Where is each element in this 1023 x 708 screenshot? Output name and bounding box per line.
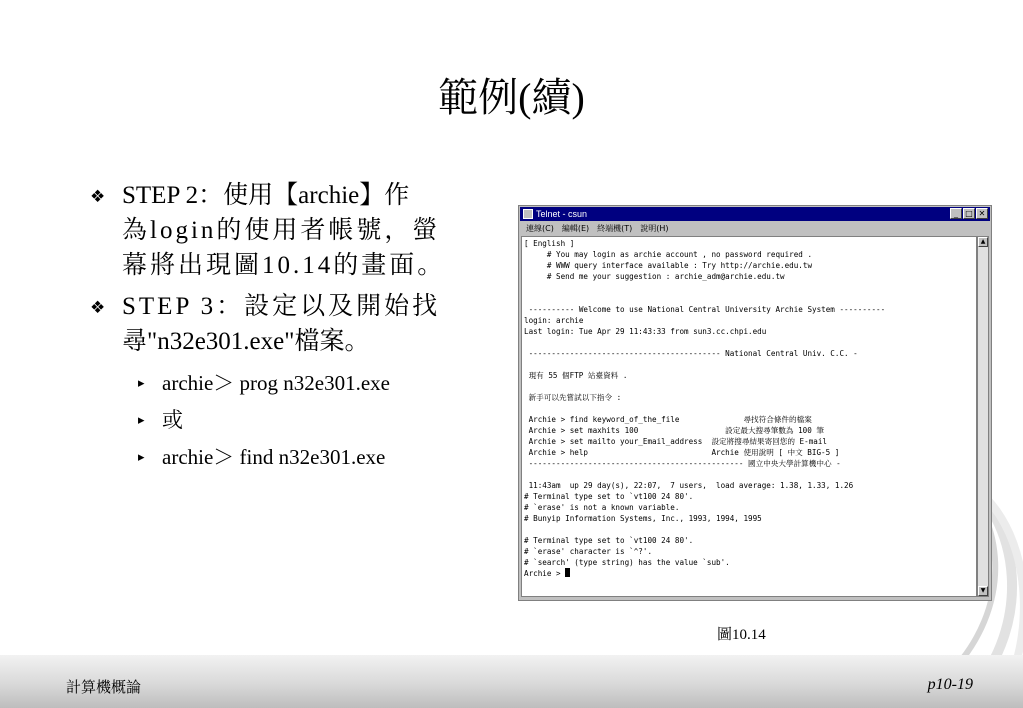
terminal-line: # Bunyip Information Systems, Inc., 1993, 1994, 1995 — [524, 514, 762, 523]
sub-bullet-text: 或 — [162, 408, 183, 432]
arrow-bullet-icon: ▸ — [138, 376, 145, 391]
sub-bullet-text: archie＞ find n32e301.exe — [162, 445, 386, 469]
bullet-step-3 — [88, 289, 498, 359]
terminal-line: Archie > — [524, 568, 974, 579]
terminal-line: ----------------------------------------------- 國立中央大學計算機中心 - — [524, 459, 841, 468]
terminal-line: # `search' (type string) has the value `sub'. — [524, 558, 730, 567]
terminal-line: Archie > set maxhits 100 設定最大搜尋筆數為 100 筆 — [524, 426, 824, 435]
terminal-line: # Terminal type set to `vt100 24 80'. — [524, 492, 694, 501]
menu-help[interactable]: 說明(H) — [640, 224, 669, 233]
bullet-step-2 — [88, 178, 498, 283]
close-button[interactable]: ✕ — [976, 208, 988, 219]
terminal-line: ---------- Welcome to use National Central University Archie System ---------- — [524, 305, 886, 314]
vertical-scrollbar[interactable] — [977, 236, 989, 597]
terminal-line: Archie > set mailto your_Email_address 設定將搜尋結果寄回您的 E-mail — [524, 437, 827, 446]
arrow-bullet-icon: ▸ — [138, 413, 145, 428]
bullet-list — [88, 178, 498, 476]
terminal-line: Archie > help Archie 使用說明 [ 中文 BIG-5 ] — [524, 448, 840, 457]
sub-bullet-or — [88, 402, 498, 439]
menu-terminal[interactable]: 終端機(T) — [597, 224, 633, 233]
footer-course-name: 計算機概論 — [66, 680, 142, 696]
sub-bullet-text: archie＞ prog n32e301.exe — [162, 371, 390, 395]
window-titlebar[interactable] — [520, 207, 990, 221]
footer-band — [0, 655, 1023, 708]
menu-edit[interactable]: 編輯(E) — [561, 224, 590, 233]
arrow-bullet-icon: ▸ — [138, 450, 145, 465]
telnet-window — [518, 205, 992, 601]
menu-connect[interactable]: 連線(C) — [526, 224, 554, 233]
terminal-line — [524, 469, 974, 480]
terminal-line: # You may login as archie account , no password required . — [524, 250, 813, 259]
terminal-line — [524, 282, 974, 293]
scroll-down-arrow-icon[interactable]: ▼ — [978, 586, 988, 596]
terminal-line: # Terminal type set to `vt100 24 80'. — [524, 536, 694, 545]
terminal-line: # `erase' is not a known variable. — [524, 503, 680, 512]
sub-bullet-find — [88, 439, 498, 476]
terminal-line: 新手可以先嘗試以下指令 : — [524, 393, 622, 402]
terminal-line: [ English ] — [524, 239, 575, 248]
terminal-line — [524, 524, 974, 535]
terminal-line — [524, 381, 974, 392]
bullet-line: STEP 2：使用【archie】作 — [122, 182, 410, 209]
maximize-button[interactable]: □ — [963, 208, 975, 219]
bullet-line: 幕將出現圖10.14的畫面。 — [122, 252, 446, 279]
terminal-line: login: archie — [524, 316, 584, 325]
terminal-output[interactable] — [521, 236, 977, 597]
terminal-cursor — [565, 568, 570, 577]
menu-bar — [520, 222, 990, 235]
diamond-bullet-icon: ❖ — [90, 187, 106, 207]
bullet-line: STEP 3：設定以及開始找 — [122, 293, 441, 320]
terminal-line: Archie > find keyword_of_the_file 尋找符合條件的檔案 — [524, 415, 812, 424]
sub-bullet-prog — [88, 365, 498, 402]
terminal-line — [524, 403, 974, 414]
bullet-line: 尋"n32e301.exe"檔案。 — [122, 328, 370, 355]
minimize-button[interactable]: _ — [950, 208, 962, 219]
window-title: Telnet - csun — [536, 209, 588, 219]
terminal-line: Last login: Tue Apr 29 11:43:33 from sun3.cc.chpi.edu — [524, 327, 767, 336]
terminal-line — [524, 359, 974, 370]
diamond-bullet-icon: ❖ — [90, 298, 106, 318]
terminal-line — [524, 293, 974, 304]
terminal-line: # Send me your suggestion : archie_adm@archie.edu.tw — [524, 272, 785, 281]
terminal-line: 11:43am up 29 day(s), 22:07, 7 users, load average: 1.38, 1.33, 1.26 — [524, 481, 854, 490]
terminal-line: ------------------------------------------ National Central Univ. C.C. - — [524, 349, 858, 358]
figure-caption: 圖10.14 — [717, 627, 766, 643]
bullet-line: 為login的使用者帳號，螢 — [122, 217, 441, 244]
terminal-line: # `erase' character is `^?'. — [524, 547, 653, 556]
telnet-app-icon — [523, 209, 533, 219]
scroll-up-arrow-icon[interactable]: ▲ — [978, 237, 988, 247]
terminal-line: # WWW query interface available : Try http://archie.edu.tw — [524, 261, 813, 270]
terminal-line: 現有 55 個FTP 站臺資料 . — [524, 371, 628, 380]
terminal-line — [524, 337, 974, 348]
slide-title: 範例(續) — [438, 75, 585, 120]
window-controls — [950, 208, 988, 219]
footer-page-number: p10-19 — [927, 676, 973, 693]
